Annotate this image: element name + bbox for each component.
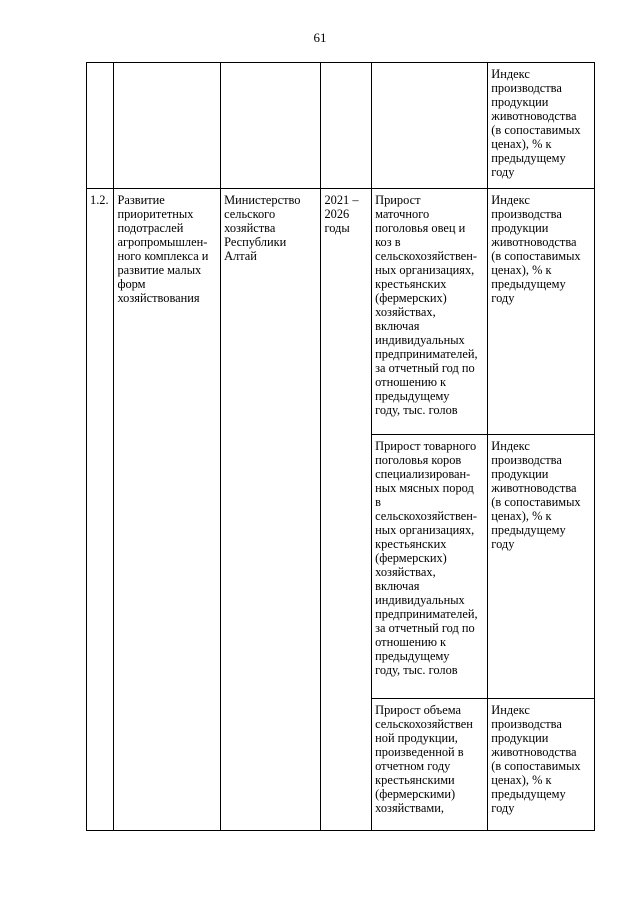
cell-indicator <box>488 63 595 189</box>
cell-period <box>321 189 372 831</box>
period-text: 2021 – 2026 годы <box>324 193 359 235</box>
table-row-continued <box>87 63 595 189</box>
cell-name <box>114 189 221 831</box>
executor-name: Министерство сельского хозяйства Республики Алтай <box>224 193 301 263</box>
cell-executor <box>221 189 321 831</box>
program-table <box>86 62 595 831</box>
result-text: Прирост товарного поголовья коров специализирован- ных мясных пород в сельскохозяйствен- ных организациях, крестьянских (фермерских) хозяйствах, включая индивидуальных предпринимателей, за отчетный год по отношению к предыдущему году, тыс. голов <box>375 439 478 677</box>
cell-result <box>372 699 488 831</box>
indicator-text: Индекс производства продукции животноводства (в сопоставимых ценах), % к предыдущему году <box>491 703 581 815</box>
cell-result-empty <box>372 63 488 189</box>
indicator-text: Индекс производства продукции животноводства (в сопоставимых ценах), % к предыдущему году <box>491 193 581 305</box>
cell-executor-empty <box>221 63 321 189</box>
indicator-text: Индекс производства продукции животноводства (в сопоставимых ценах), % к предыдущему году <box>491 439 581 551</box>
cell-name-empty <box>114 63 221 189</box>
page-number: 61 <box>313 30 327 45</box>
result-text: Прирост объема сельскохозяйствен ной продукции, произведенной в отчетном году крестьянскими (фермерскими) хозяйствами, <box>375 703 473 815</box>
result-text: Прирост маточного поголовья овец и коз в сельскохозяйствен- ных организациях, крестьянских (фермерских) хозяйствах, включая индивидуальных предпринимателей, за отчетный год по отношению к предыдущему году, тыс. голов <box>375 193 478 417</box>
cell-number <box>87 189 114 831</box>
indicator-text: Индекс производства продукции животноводства (в сопоставимых ценах), % к предыдущему году <box>491 67 581 179</box>
cell-indicator <box>488 189 595 435</box>
cell-period-empty <box>321 63 372 189</box>
measure-name: Развитие приоритетных подотраслей агропромышлен- ного комплекса и развитие малых форм хозяйствования <box>117 193 209 305</box>
cell-result <box>372 435 488 699</box>
table-row <box>87 189 595 435</box>
row-number: 1.2. <box>90 193 109 207</box>
cell-indicator <box>488 699 595 831</box>
cell-number-empty <box>87 63 114 189</box>
cell-result <box>372 189 488 435</box>
cell-indicator <box>488 435 595 699</box>
